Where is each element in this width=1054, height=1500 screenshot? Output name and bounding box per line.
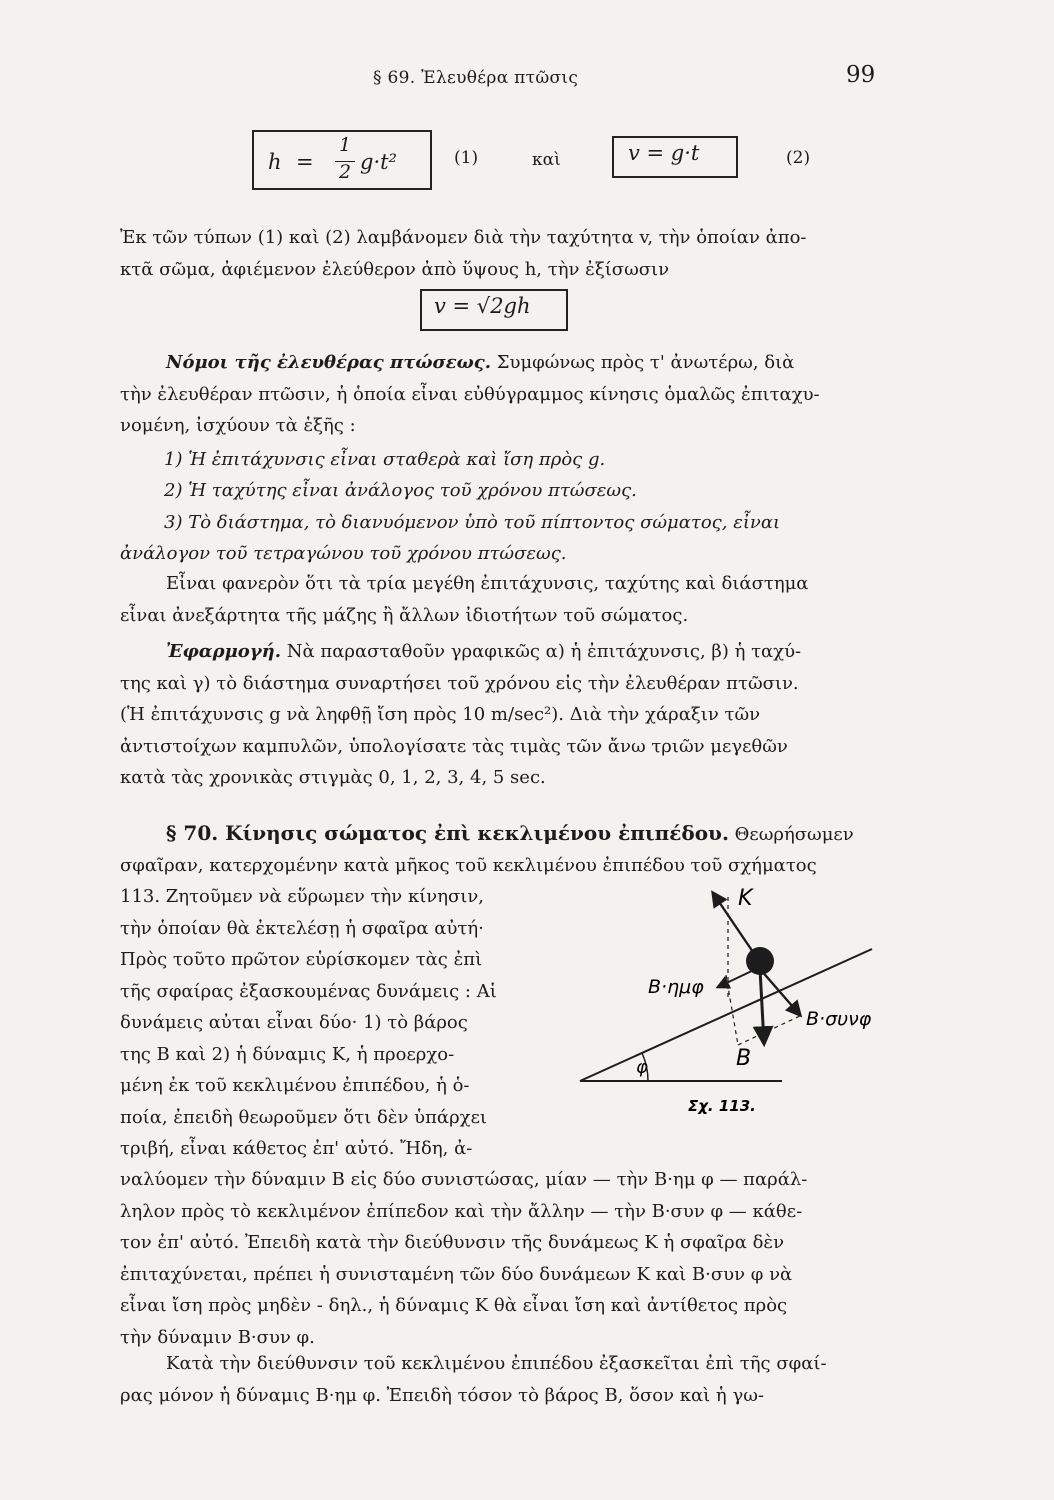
application-line: (Ἡ ἐπιτάχυνσις g νὰ ληφθῇ ἴση πρὸς 10 m/sec²). Διὰ τὴν χάραξιν τῶν bbox=[120, 704, 761, 725]
intro-line: κτᾶ σῶμα, ἀφιέμενον ἐλεύθερον ἀπὸ ὕψους h, τὴν ἐξίσωσιν bbox=[120, 258, 670, 280]
laws-line2: τὴν ἐλευθέραν πτῶσιν, ἡ ὁποία εἶναι εὐθύγραμμος κίνησις ὁμαλῶς ἐπιταχυ- bbox=[120, 383, 820, 405]
force-Bcos-arrow bbox=[760, 969, 800, 1015]
force-Bsin-arrow bbox=[718, 969, 756, 987]
application-line: κατὰ τὰς χρονικὰς στιγμὰς 0, 1, 2, 3, 4, 5 sec. bbox=[120, 767, 546, 788]
force-B-arrow bbox=[760, 969, 764, 1043]
narrow-line: Πρὸς τοῦτο πρῶτον εὑρίσκομεν τὰς ἐπὶ bbox=[120, 949, 483, 970]
label-phi: φ bbox=[636, 1057, 648, 1078]
application-line: ἀντιστοίχων καμπυλῶν, ὑπολογίσατε τὰς τιμὰς τῶν ἄνω τριῶν μεγεθῶν bbox=[120, 735, 788, 757]
application-line: της καὶ γ) τὸ διάστημα συναρτήσει τοῦ χρόνου εἰς τὴν ἐλευθέραν πτῶσιν. bbox=[120, 672, 799, 694]
observation-line: Εἶναι φανερὸν ὅτι τὰ τρία μεγέθη ἐπιτάχυνσις, ταχύτης καὶ διάστημα bbox=[166, 573, 809, 594]
dashed-helper bbox=[738, 1015, 802, 1045]
label-Bcos: B·συνφ bbox=[806, 1008, 872, 1030]
section70-wide-text bbox=[120, 1164, 900, 1353]
laws-paragraph bbox=[120, 347, 890, 442]
formula-2-label: (2) bbox=[786, 148, 811, 168]
narrow-line: μένη ἐκ τοῦ κεκλιμένου ἐπιπέδου, ἡ ὁ- bbox=[120, 1075, 470, 1096]
last-line: ρας μόνον ἡ δύναμις B·ημ φ. Ἐπειδὴ τόσον τὸ βάρος B, ὅσον καὶ ἡ γω- bbox=[120, 1384, 764, 1406]
label-K: K bbox=[738, 886, 753, 911]
section70-paragraph bbox=[120, 818, 890, 881]
figure-caption: Σχ. 113. bbox=[688, 1097, 756, 1115]
narrow-line: 113. Ζητοῦμεν νὰ εὕρωμεν τὴν κίνησιν, bbox=[120, 886, 484, 907]
formula-3: v = √2gh bbox=[434, 294, 531, 318]
intro-paragraph bbox=[120, 222, 890, 285]
laws-line1: Συμφώνως πρὸς τ' ἀνωτέρω, διὰ bbox=[491, 352, 795, 373]
observation-line: εἶναι ἀνεξάρτητα τῆς μάζης ἢ ἄλλων ἰδιοτήτων τοῦ σώματος. bbox=[120, 604, 689, 626]
narrow-line: ποία, ἐπειδὴ θεωροῦμεν ὅτι δὲν ὑπάρχει bbox=[120, 1106, 487, 1128]
observation-paragraph bbox=[120, 568, 890, 631]
narrow-line: τριβή, εἶναι κάθετος ἐπ' αὐτό. Ἤδη, ἀ- bbox=[120, 1138, 473, 1159]
formula-1-denominator: 2 bbox=[339, 161, 352, 183]
formula-1-label: (1) bbox=[454, 148, 479, 168]
narrow-line: τῆς σφαίρας ἐξασκουμένας δυνάμεις : Αἱ bbox=[120, 980, 497, 1002]
section70-line2: σφαῖραν, κατερχομένην κατὰ μῆκος τοῦ κεκλιμένου ἐπιπέδου τοῦ σχήματος bbox=[120, 854, 817, 876]
law-item-3a: 3) Τὸ διάστημα, τὸ διανυόμενον ὑπὸ τοῦ πίπτοντος σώματος, εἶναι bbox=[164, 512, 781, 533]
law-item-3b: ἀνάλογον τοῦ τετραγώνου τοῦ χρόνου πτώσεως. bbox=[120, 543, 567, 564]
application-paragraph bbox=[120, 636, 890, 794]
wide-line: τὴν δύναμιν B·συν φ. bbox=[120, 1326, 315, 1348]
formula-1-h: h bbox=[268, 150, 282, 174]
formula-1-equals: = bbox=[296, 150, 314, 174]
wide-line: τον ἐπ' αὐτό. Ἐπειδὴ κατὰ τὴν διεύθυνσιν τῆς δυνάμεως K ἡ σφαῖρα δὲν bbox=[120, 1232, 785, 1253]
wide-line: εἶναι ἴση πρὸς μηδὲν - δηλ., ἡ δύναμις K θὰ εἶναι ἴση καὶ ἀντίθετος πρὸς bbox=[120, 1295, 788, 1316]
wide-line: ναλύομεν τὴν δύναμιν B εἰς δύο συνιστώσας, μίαν — τὴν B·ημ φ — παράλ- bbox=[120, 1169, 808, 1190]
page-header bbox=[0, 62, 1054, 98]
page-number: 99 bbox=[846, 62, 876, 88]
section70-last-text bbox=[120, 1348, 900, 1411]
laws-line3: νομένη, ἰσχύουν τὰ ἑξῆς : bbox=[120, 415, 356, 436]
law-item-2: 2) Ἡ ταχύτης εἶναι ἀνάλογος τοῦ χρόνου πτώσεως. bbox=[164, 480, 637, 501]
formula-and: καὶ bbox=[532, 150, 561, 170]
narrow-line: τὴν ὁποίαν θὰ ἐκτελέσῃ ἡ σφαῖρα αὐτή· bbox=[120, 917, 484, 939]
application-heading: Ἐφαρμογή. bbox=[166, 641, 282, 662]
section-title: § 69. Ἐλευθέρα πτῶσις bbox=[373, 68, 579, 88]
last-line: Κατὰ τὴν διεύθυνσιν τοῦ κεκλιμένου ἐπιπέδου ἐξασκεῖται ἐπὶ τῆς σφαί- bbox=[166, 1353, 827, 1374]
intro-line: Ἐκ τῶν τύπων (1) καὶ (2) λαμβάνομεν διὰ τὴν ταχύτητα v, τὴν ὁποίαν ἀπο- bbox=[120, 227, 807, 248]
formula-1-rest: g·t² bbox=[360, 150, 397, 174]
section70-heading: § 70. Κίνησις σώματος ἐπὶ κεκλιμένου ἐπιπέδου. bbox=[166, 821, 729, 845]
formula-1-numerator: 1 bbox=[339, 134, 352, 156]
wide-line: ληλον πρὸς τὸ κεκλιμένον ἐπίπεδον καὶ τὴν ἄλλην — τὴν B·συν φ — κάθε- bbox=[120, 1200, 803, 1222]
narrow-line: της B καὶ 2) ἡ δύναμις K, ἡ προερχο- bbox=[120, 1043, 455, 1065]
formula-2: v = g·t bbox=[628, 141, 700, 165]
sphere bbox=[746, 947, 774, 975]
application-line1: Νὰ παρασταθοῦν γραφικῶς α) ἡ ἐπιτάχυνσις, β) ἡ ταχύ- bbox=[281, 641, 802, 662]
laws-heading: Νόμοι τῆς ἐλευθέρας πτώσεως. bbox=[166, 352, 492, 373]
section70-line1: Θεωρήσωμεν bbox=[728, 824, 854, 845]
narrow-line: δυνάμεις αὐται εἶναι δύο· 1) τὸ βάρος bbox=[120, 1012, 468, 1033]
wide-line: ἐπιταχύνεται, πρέπει ἡ συνισταμένη τῶν δύο δυνάμεων K καὶ B·συν φ νὰ bbox=[120, 1263, 793, 1285]
formula-1 bbox=[268, 134, 428, 184]
figure-113 bbox=[570, 875, 900, 1115]
section70-narrow-text bbox=[120, 881, 540, 1165]
label-Bsin: B·ημφ bbox=[648, 976, 704, 998]
label-B: B bbox=[736, 1046, 752, 1071]
law-item-1: 1) Ἡ ἐπιτάχυνσις εἶναι σταθερὰ καὶ ἴση πρὸς g. bbox=[164, 449, 606, 470]
